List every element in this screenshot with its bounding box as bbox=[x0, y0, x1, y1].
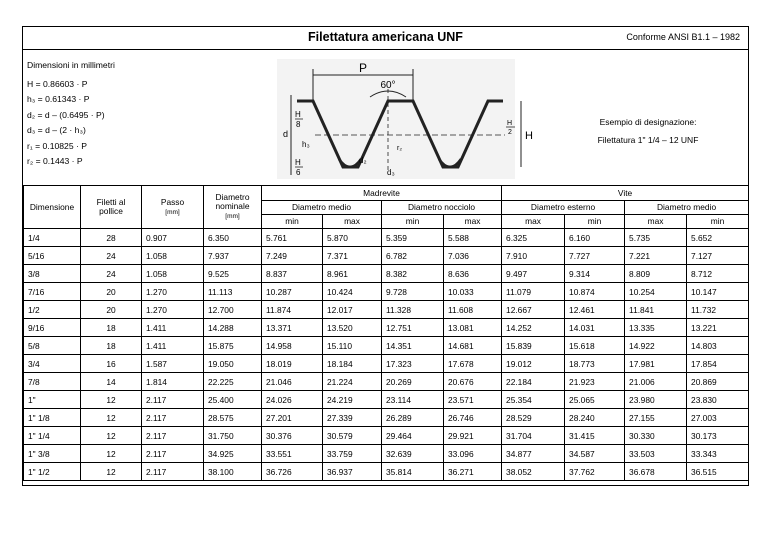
h2-label-bot: 2 bbox=[508, 129, 512, 136]
cell-dimensione: 7/16 bbox=[24, 283, 81, 301]
cell-diametro-nominale: 9.525 bbox=[204, 265, 262, 283]
cell-v-medio-max: 21.006 bbox=[625, 373, 687, 391]
cell-m-nocciolo-min: 20.269 bbox=[382, 373, 444, 391]
cell-m-nocciolo-max: 17.678 bbox=[444, 355, 502, 373]
r2-label: r₂ bbox=[397, 145, 403, 152]
cell-m-medio-max: 36.937 bbox=[323, 463, 382, 481]
cell-v-medio-max: 11.841 bbox=[625, 301, 687, 319]
cell-v-medio-min: 20.869 bbox=[687, 373, 749, 391]
cell-v-esterno-max: 15.839 bbox=[502, 337, 565, 355]
diametro-unit: [mm] bbox=[225, 213, 240, 220]
cell-m-nocciolo-max: 29.921 bbox=[444, 427, 502, 445]
cell-passo: 2.117 bbox=[142, 463, 204, 481]
cell-passo: 1.411 bbox=[142, 319, 204, 337]
sub-m-nocciolo: Diametro nocciolo bbox=[382, 201, 502, 215]
cell-diametro-nominale: 38.100 bbox=[204, 463, 262, 481]
cell-passo: 1.814 bbox=[142, 373, 204, 391]
cell-diametro-nominale: 14.288 bbox=[204, 319, 262, 337]
cell-m-medio-min: 30.376 bbox=[262, 427, 323, 445]
cell-v-esterno-min: 31.415 bbox=[565, 427, 625, 445]
cell-diametro-nominale: 11.113 bbox=[204, 283, 262, 301]
cell-v-esterno-max: 6.325 bbox=[502, 229, 565, 247]
cell-v-esterno-min: 18.773 bbox=[565, 355, 625, 373]
header-row bbox=[24, 186, 749, 201]
cell-m-medio-max: 15.110 bbox=[323, 337, 382, 355]
cell-v-esterno-max: 7.910 bbox=[502, 247, 565, 265]
col-diametro-nominale bbox=[204, 186, 262, 229]
cell-m-medio-max: 24.219 bbox=[323, 391, 382, 409]
formula-line: h₃ = 0.61343 · P bbox=[27, 94, 90, 104]
cell-v-medio-min: 8.712 bbox=[687, 265, 749, 283]
cell-m-nocciolo-max: 5.588 bbox=[444, 229, 502, 247]
thread-table-wrapper bbox=[23, 185, 748, 481]
cell-m-nocciolo-max: 11.608 bbox=[444, 301, 502, 319]
cell-m-nocciolo-max: 33.096 bbox=[444, 445, 502, 463]
cell-v-medio-min: 13.221 bbox=[687, 319, 749, 337]
cell-m-nocciolo-min: 32.639 bbox=[382, 445, 444, 463]
cell-dimensione: 3/4 bbox=[24, 355, 81, 373]
cell-dimensione: 1" bbox=[24, 391, 81, 409]
cell-v-esterno-min: 37.762 bbox=[565, 463, 625, 481]
cell-m-nocciolo-min: 8.382 bbox=[382, 265, 444, 283]
cell-m-medio-min: 18.019 bbox=[262, 355, 323, 373]
cell-m-medio-max: 5.870 bbox=[323, 229, 382, 247]
hdr-min: min bbox=[687, 215, 749, 229]
cell-diametro-nominale: 7.937 bbox=[204, 247, 262, 265]
cell-v-medio-min: 33.343 bbox=[687, 445, 749, 463]
cell-dimensione: 3/8 bbox=[24, 265, 81, 283]
cell-m-medio-min: 13.371 bbox=[262, 319, 323, 337]
sub-m-medio: Diametro medio bbox=[262, 201, 382, 215]
cell-v-esterno-max: 28.529 bbox=[502, 409, 565, 427]
cell-dimensione: 1" 1/4 bbox=[24, 427, 81, 445]
cell-m-nocciolo-max: 10.033 bbox=[444, 283, 502, 301]
cell-diametro-nominale: 19.050 bbox=[204, 355, 262, 373]
cell-passo: 1.411 bbox=[142, 337, 204, 355]
cell-m-medio-min: 10.287 bbox=[262, 283, 323, 301]
cell-v-esterno-min: 15.618 bbox=[565, 337, 625, 355]
cell-passo: 2.117 bbox=[142, 391, 204, 409]
H-label: H bbox=[525, 130, 533, 142]
cell-m-nocciolo-max: 7.036 bbox=[444, 247, 502, 265]
table-row bbox=[24, 247, 749, 265]
h3-label: h₃ bbox=[302, 140, 310, 149]
cell-m-nocciolo-max: 14.681 bbox=[444, 337, 502, 355]
cell-m-medio-min: 24.026 bbox=[262, 391, 323, 409]
cell-v-medio-min: 7.127 bbox=[687, 247, 749, 265]
table-row bbox=[24, 373, 749, 391]
cell-v-medio-min: 30.173 bbox=[687, 427, 749, 445]
cell-m-nocciolo-max: 8.636 bbox=[444, 265, 502, 283]
d-label: d bbox=[283, 129, 289, 139]
cell-filetti: 18 bbox=[81, 319, 142, 337]
cell-v-medio-min: 10.147 bbox=[687, 283, 749, 301]
cell-m-nocciolo-min: 17.323 bbox=[382, 355, 444, 373]
cell-filetti: 12 bbox=[81, 463, 142, 481]
cell-dimensione: 1" 3/8 bbox=[24, 445, 81, 463]
cell-m-medio-max: 13.520 bbox=[323, 319, 382, 337]
diametro-label: Diametro nominale bbox=[215, 192, 250, 211]
cell-filetti: 24 bbox=[81, 265, 142, 283]
cell-v-esterno-min: 34.587 bbox=[565, 445, 625, 463]
cell-passo: 1.270 bbox=[142, 301, 204, 319]
cell-filetti: 14 bbox=[81, 373, 142, 391]
cell-passo: 1.058 bbox=[142, 265, 204, 283]
cell-passo: 2.117 bbox=[142, 427, 204, 445]
cell-v-medio-min: 11.732 bbox=[687, 301, 749, 319]
cell-m-medio-min: 33.551 bbox=[262, 445, 323, 463]
sub-v-medio: Diametro medio bbox=[625, 201, 749, 215]
cell-m-nocciolo-min: 35.814 bbox=[382, 463, 444, 481]
h2-label-top: H bbox=[507, 120, 513, 127]
cell-v-medio-max: 30.330 bbox=[625, 427, 687, 445]
cell-diametro-nominale: 34.925 bbox=[204, 445, 262, 463]
cell-diametro-nominale: 15.875 bbox=[204, 337, 262, 355]
cell-v-medio-max: 8.809 bbox=[625, 265, 687, 283]
angle-label: 60° bbox=[380, 80, 396, 91]
cell-filetti: 18 bbox=[81, 337, 142, 355]
passo-unit: [mm] bbox=[165, 208, 180, 216]
cell-v-esterno-max: 34.877 bbox=[502, 445, 565, 463]
cell-filetti: 12 bbox=[81, 445, 142, 463]
pitch-label: P bbox=[358, 61, 368, 75]
cell-v-esterno-min: 28.240 bbox=[565, 409, 625, 427]
page-title: Filettatura americana UNF bbox=[308, 30, 463, 44]
cell-filetti: 20 bbox=[81, 283, 142, 301]
cell-v-esterno-max: 14.252 bbox=[502, 319, 565, 337]
cell-m-medio-min: 8.837 bbox=[262, 265, 323, 283]
group-madrevite: Madrevite bbox=[262, 186, 502, 201]
cell-v-esterno-max: 38.052 bbox=[502, 463, 565, 481]
cell-v-medio-max: 5.735 bbox=[625, 229, 687, 247]
cell-passo: 1.270 bbox=[142, 283, 204, 301]
cell-m-medio-max: 10.424 bbox=[323, 283, 382, 301]
cell-v-medio-min: 17.854 bbox=[687, 355, 749, 373]
formula-line: r₁ = 0.10825 · P bbox=[27, 140, 87, 151]
cell-v-esterno-min: 12.461 bbox=[565, 301, 625, 319]
table-body bbox=[24, 229, 749, 481]
col-dimensione: Dimensione bbox=[24, 186, 81, 229]
cell-v-esterno-max: 11.079 bbox=[502, 283, 565, 301]
cell-v-esterno-max: 9.497 bbox=[502, 265, 565, 283]
cell-filetti: 16 bbox=[81, 355, 142, 373]
cell-diametro-nominale: 31.750 bbox=[204, 427, 262, 445]
h8-label-top: H bbox=[295, 110, 301, 119]
cell-m-medio-min: 5.761 bbox=[262, 229, 323, 247]
cell-m-nocciolo-min: 14.351 bbox=[382, 337, 444, 355]
cell-v-esterno-min: 7.727 bbox=[565, 247, 625, 265]
cell-v-medio-min: 23.830 bbox=[687, 391, 749, 409]
cell-v-medio-max: 7.221 bbox=[625, 247, 687, 265]
cell-m-medio-min: 27.201 bbox=[262, 409, 323, 427]
table-row bbox=[24, 319, 749, 337]
cell-m-medio-min: 7.249 bbox=[262, 247, 323, 265]
cell-dimensione: 1/2 bbox=[24, 301, 81, 319]
cell-v-esterno-min: 10.874 bbox=[565, 283, 625, 301]
cell-v-medio-max: 23.980 bbox=[625, 391, 687, 409]
cell-dimensione: 1/4 bbox=[24, 229, 81, 247]
group-vite: Vite bbox=[502, 186, 749, 201]
cell-v-esterno-min: 14.031 bbox=[565, 319, 625, 337]
table-row bbox=[24, 265, 749, 283]
formula-line: H = 0.86603 · P bbox=[27, 78, 88, 89]
cell-diametro-nominale: 25.400 bbox=[204, 391, 262, 409]
document-frame bbox=[22, 26, 749, 486]
table-row bbox=[24, 355, 749, 373]
cell-v-medio-max: 17.981 bbox=[625, 355, 687, 373]
cell-v-medio-max: 13.335 bbox=[625, 319, 687, 337]
thread-profile-diagram bbox=[255, 55, 535, 185]
formula-line: d₃ = d – (2 · h₃) bbox=[27, 125, 86, 135]
cell-m-nocciolo-max: 36.271 bbox=[444, 463, 502, 481]
table-row bbox=[24, 409, 749, 427]
cell-m-nocciolo-max: 23.571 bbox=[444, 391, 502, 409]
table-row bbox=[24, 283, 749, 301]
hdr-max: max bbox=[444, 215, 502, 229]
table-row bbox=[24, 337, 749, 355]
cell-v-medio-max: 10.254 bbox=[625, 283, 687, 301]
cell-m-medio-min: 21.046 bbox=[262, 373, 323, 391]
cell-v-medio-max: 14.922 bbox=[625, 337, 687, 355]
cell-dimensione: 1" 1/8 bbox=[24, 409, 81, 427]
cell-m-nocciolo-max: 13.081 bbox=[444, 319, 502, 337]
cell-v-esterno-min: 9.314 bbox=[565, 265, 625, 283]
hdr-min: min bbox=[382, 215, 444, 229]
cell-m-medio-max: 7.371 bbox=[323, 247, 382, 265]
cell-diametro-nominale: 28.575 bbox=[204, 409, 262, 427]
cell-v-medio-min: 5.652 bbox=[687, 229, 749, 247]
cell-m-medio-min: 11.874 bbox=[262, 301, 323, 319]
formula-line: d₂ = d – (0.6495 · P) bbox=[27, 109, 105, 120]
formula-header: Dimensioni in millimetri bbox=[27, 60, 115, 70]
cell-m-medio-max: 27.339 bbox=[323, 409, 382, 427]
cell-passo: 1.587 bbox=[142, 355, 204, 373]
cell-v-medio-min: 36.515 bbox=[687, 463, 749, 481]
cell-passo: 1.058 bbox=[142, 247, 204, 265]
cell-passo: 2.117 bbox=[142, 445, 204, 463]
hdr-max: max bbox=[502, 215, 565, 229]
d2-label: d₂ bbox=[359, 156, 367, 165]
cell-m-medio-max: 21.224 bbox=[323, 373, 382, 391]
cell-passo: 2.117 bbox=[142, 409, 204, 427]
cell-m-nocciolo-min: 6.782 bbox=[382, 247, 444, 265]
cell-m-nocciolo-min: 26.289 bbox=[382, 409, 444, 427]
table-row bbox=[24, 463, 749, 481]
cell-v-medio-min: 14.803 bbox=[687, 337, 749, 355]
cell-m-medio-max: 18.184 bbox=[323, 355, 382, 373]
col-passo bbox=[142, 186, 204, 229]
table-row bbox=[24, 301, 749, 319]
cell-m-nocciolo-min: 5.359 bbox=[382, 229, 444, 247]
example-label: Esempio di designazione: bbox=[599, 117, 697, 127]
table-row bbox=[24, 427, 749, 445]
cell-passo: 0.907 bbox=[142, 229, 204, 247]
cell-v-esterno-min: 6.160 bbox=[565, 229, 625, 247]
formula-line: r₂ = 0.1443 · P bbox=[27, 156, 83, 166]
col-filetti: Filetti al pollice bbox=[81, 186, 142, 229]
hdr-max: max bbox=[323, 215, 382, 229]
cell-m-medio-max: 12.017 bbox=[323, 301, 382, 319]
cell-m-nocciolo-min: 29.464 bbox=[382, 427, 444, 445]
cell-dimensione: 5/8 bbox=[24, 337, 81, 355]
cell-filetti: 12 bbox=[81, 409, 142, 427]
table-row bbox=[24, 229, 749, 247]
passo-label: Passo bbox=[160, 196, 185, 207]
d3-label: d₃ bbox=[387, 168, 395, 177]
cell-m-medio-min: 36.726 bbox=[262, 463, 323, 481]
cell-v-esterno-max: 22.184 bbox=[502, 373, 565, 391]
thread-table bbox=[23, 185, 749, 481]
h8-label-bot: 8 bbox=[296, 120, 301, 129]
title-bar bbox=[23, 27, 748, 50]
cell-m-nocciolo-min: 9.728 bbox=[382, 283, 444, 301]
cell-v-esterno-max: 31.704 bbox=[502, 427, 565, 445]
cell-v-medio-max: 33.503 bbox=[625, 445, 687, 463]
cell-dimensione: 7/8 bbox=[24, 373, 81, 391]
cell-filetti: 12 bbox=[81, 391, 142, 409]
cell-m-medio-min: 14.958 bbox=[262, 337, 323, 355]
cell-m-nocciolo-max: 26.746 bbox=[444, 409, 502, 427]
cell-v-esterno-max: 12.667 bbox=[502, 301, 565, 319]
cell-filetti: 28 bbox=[81, 229, 142, 247]
cell-m-nocciolo-min: 11.328 bbox=[382, 301, 444, 319]
cell-diametro-nominale: 6.350 bbox=[204, 229, 262, 247]
cell-v-medio-max: 36.678 bbox=[625, 463, 687, 481]
cell-dimensione: 1" 1/2 bbox=[24, 463, 81, 481]
h6-label-top: H bbox=[295, 158, 301, 167]
h6-label-bot: 6 bbox=[296, 168, 301, 177]
cell-dimensione: 5/16 bbox=[24, 247, 81, 265]
cell-m-nocciolo-min: 23.114 bbox=[382, 391, 444, 409]
cell-v-medio-min: 27.003 bbox=[687, 409, 749, 427]
cell-diametro-nominale: 12.700 bbox=[204, 301, 262, 319]
cell-m-medio-max: 33.759 bbox=[323, 445, 382, 463]
standard-reference: Conforme ANSI B1.1 – 1982 bbox=[626, 32, 740, 42]
cell-filetti: 20 bbox=[81, 301, 142, 319]
cell-v-esterno-min: 25.065 bbox=[565, 391, 625, 409]
designation-example bbox=[553, 113, 743, 149]
hdr-min: min bbox=[262, 215, 323, 229]
table-row bbox=[24, 391, 749, 409]
formula-block bbox=[27, 58, 115, 170]
example-value: Filettatura 1" 1/4 – 12 UNF bbox=[597, 135, 699, 145]
cell-m-nocciolo-max: 20.676 bbox=[444, 373, 502, 391]
cell-v-medio-max: 27.155 bbox=[625, 409, 687, 427]
cell-diametro-nominale: 22.225 bbox=[204, 373, 262, 391]
cell-dimensione: 9/16 bbox=[24, 319, 81, 337]
hdr-min: min bbox=[565, 215, 625, 229]
cell-v-esterno-min: 21.923 bbox=[565, 373, 625, 391]
table-row bbox=[24, 445, 749, 463]
cell-filetti: 12 bbox=[81, 427, 142, 445]
hdr-max: max bbox=[625, 215, 687, 229]
cell-v-esterno-max: 25.354 bbox=[502, 391, 565, 409]
cell-m-medio-max: 8.961 bbox=[323, 265, 382, 283]
cell-m-nocciolo-min: 12.751 bbox=[382, 319, 444, 337]
sub-v-esterno: Diametro esterno bbox=[502, 201, 625, 215]
cell-m-medio-max: 30.579 bbox=[323, 427, 382, 445]
cell-v-esterno-max: 19.012 bbox=[502, 355, 565, 373]
cell-filetti: 24 bbox=[81, 247, 142, 265]
